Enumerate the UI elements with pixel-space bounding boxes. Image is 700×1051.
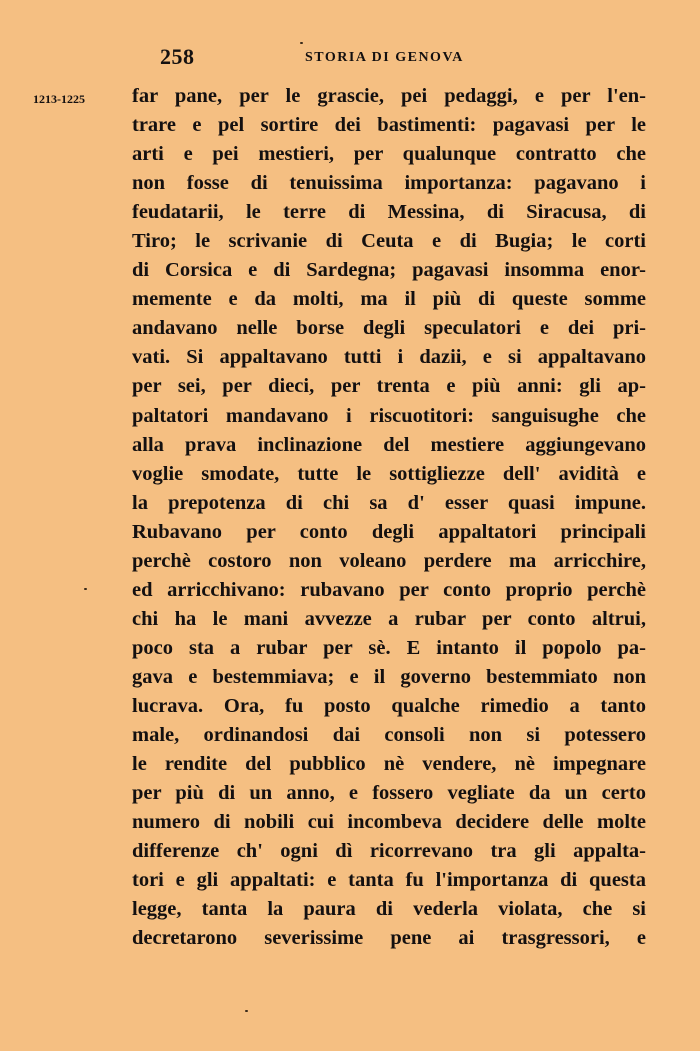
text-line: Rubavano per conto degli appaltatori principali [132,520,646,543]
text-line: voglie smodate, tutte le sottigliezze dell' avidità e [132,462,646,485]
text-line: andavano nelle borse degli speculatori e dei pri- [132,317,646,340]
text-line: poco sta a rubar per sè. E intanto il popolo pa- [132,636,646,659]
margin-date-note: 1213-1225 [33,92,85,106]
text-line: gava e bestemmiava; e il governo bestemmiato non [132,665,646,688]
text-line: chi ha le mani avvezze a rubar per conto altrui, [132,607,646,630]
text-line: la prepotenza di chi sa d' esser quasi impune. [132,491,646,514]
text-line: tori e gli appaltati: e tanta fu l'importanza di questa [132,869,646,892]
ink-speck [245,1010,248,1012]
ink-speck [84,588,87,590]
page-number: 258 [160,44,195,69]
text-line: per sei, per dieci, per trenta e più anni: gli ap- [132,375,646,398]
text-line: memente e da molti, ma il più di queste somme [132,288,646,311]
text-line: per più di un anno, e fossero vegliate da un certo [132,782,646,805]
text-line: legge, tanta la paura di vederla violata, che si [132,898,646,921]
text-line: ed arricchivano: rubavano per conto proprio perchè [132,578,646,601]
text-line: non fosse di tenuissima importanza: pagavano i [132,172,646,195]
text-line: vati. Si appaltavano tutti i dazii, e si appaltavano [132,346,646,369]
text-line: male, ordinandosi dai consoli non si potessero [132,724,646,747]
text-line: decretarono severissime pene ai trasgressori, e [132,927,646,950]
text-line: numero di nobili cui incombeva decidere delle molte [132,811,646,834]
text-line: lucrava. Ora, fu posto qualche rimedio a tanto [132,694,646,717]
text-line: alla prava inclinazione del mestiere aggiungevano [132,433,646,456]
text-line: feudatarii, le terre di Messina, di Siracusa, di [132,201,646,224]
text-line: far pane, per le grascie, pei pedaggi, e per l'en- [132,85,646,107]
text-line: di Corsica e di Sardegna; pagavasi insomma enor- [132,259,646,282]
text-line: trare e pel sortire dei bastimenti: pagavasi per le [132,114,646,137]
text-line: differenze ch' ogni dì ricorrevano tra gli appalta- [132,840,646,863]
running-title: STORIA DI GENOVA [305,50,464,65]
page-header [160,44,464,72]
body-text [132,82,646,953]
text-line: paltatori mandavano i riscuotitori: sanguisughe che [132,404,646,427]
ink-speck [300,42,303,44]
text-line: Tiro; le scrivanie di Ceuta e di Bugia; le corti [132,230,646,253]
text-line: perchè costoro non voleano perdere ma arricchire, [132,549,646,572]
text-line: le rendite del pubblico nè vendere, nè impegnare [132,753,646,776]
text-line: arti e pei mestieri, per qualunque contratto che [132,143,646,166]
